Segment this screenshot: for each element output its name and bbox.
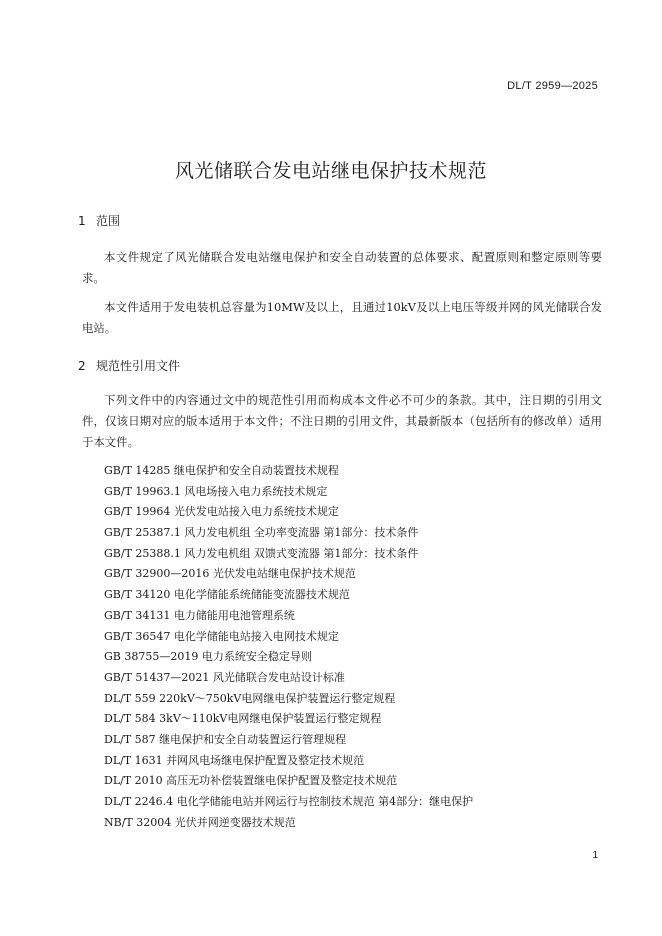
section-heading-normative-references xyxy=(78,357,180,374)
reference-item: GB/T 51437—2021 风光储联合发电站设计标准 xyxy=(104,670,345,684)
reference-item: NB/T 32004 光伏并网逆变器技术规范 xyxy=(104,815,296,829)
scope-paragraph-2: 本文件适用于发电装机总容量为10MW及以上，且通过10kV及以上电压等级并网的风光储联合发电站。 xyxy=(82,300,602,335)
section-title: 规范性引用文件 xyxy=(96,359,181,373)
reference-item: GB/T 14285 继电保护和安全自动装置技术规程 xyxy=(104,464,339,477)
section-number: 2 xyxy=(78,359,86,373)
reference-item: DL/T 1631 并网风电场继电保护配置及整定技术规范 xyxy=(104,753,365,767)
section-heading-scope xyxy=(78,212,120,229)
reference-item: GB 38755—2019 电力系统安全稳定导则 xyxy=(104,650,312,664)
reference-item: DL/T 559 220kV～750kV电网继电保护装置运行整定规程 xyxy=(104,691,396,705)
page-number: 1 xyxy=(592,850,598,861)
section-title: 范围 xyxy=(96,214,121,228)
reference-item: DL/T 587 继电保护和安全自动装置运行管理规程 xyxy=(104,732,347,746)
reference-list xyxy=(104,461,473,833)
section-number: 1 xyxy=(78,214,86,228)
reference-item: GB/T 34120 电化学储能系统储能变流器技术规范 xyxy=(104,588,350,602)
reference-item: GB/T 25388.1 风力发电机组 双馈式变流器 第1部分：技术条件 xyxy=(104,546,419,560)
reference-item: GB/T 19963.1 风电场接入电力系统技术规定 xyxy=(104,484,328,498)
document-title: 风光储联合发电站继电保护技术规范 xyxy=(174,160,487,182)
reference-item: DL/T 2010 高压无功补偿装置继电保护配置及整定技术规范 xyxy=(104,774,398,788)
reference-item: DL/T 2246.4 电化学储能电站并网运行与控制技术规范 第4部分：继电保护 xyxy=(104,795,474,808)
reference-item: DL/T 584 3kV～110kV电网继电保护装置运行整定规程 xyxy=(104,712,382,726)
reference-item: GB/T 25387.1 风力发电机组 全功率变流器 第1部分：技术条件 xyxy=(104,526,419,540)
reference-item: GB/T 36547 电化学储能电站接入电网技术规定 xyxy=(104,629,339,643)
reference-item: GB/T 19964 光伏发电站接入电力系统技术规定 xyxy=(104,505,339,519)
scope-paragraph-1: 本文件规定了风光储联合发电站继电保护和安全自动装置的总体要求、配置原则和整定原则等要求。 xyxy=(82,250,602,285)
document-code: DL/T 2959—2025 xyxy=(507,80,598,92)
references-intro-paragraph: 下列文件中的内容通过文中的规范性引用而构成本文件必不可少的条款。其中，注日期的引用文件，仅该日期对应的版本适用于本文件；不注日期的引用文件，其最新版本（包括所有的修改单）适用于本文件。 xyxy=(82,393,602,449)
reference-item: GB/T 34131 电力储能用电池管理系统 xyxy=(104,608,295,622)
reference-item: GB/T 32900—2016 光伏发电站继电保护技术规范 xyxy=(104,567,356,581)
